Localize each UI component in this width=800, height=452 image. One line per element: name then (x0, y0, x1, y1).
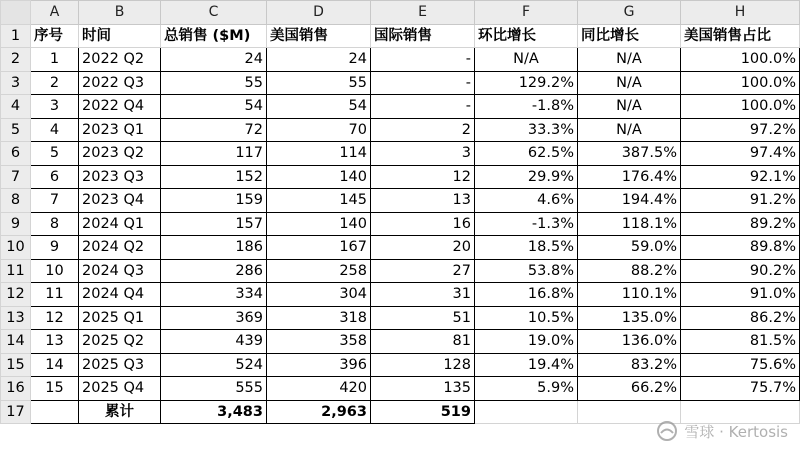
table-row (1, 306, 800, 330)
cell-us-share[interactable]: 90.2% (681, 259, 800, 283)
cell-total-sales[interactable]: 369 (161, 306, 267, 330)
total-cell-label[interactable]: 累计 (79, 400, 161, 424)
cell-qoq-growth[interactable]: 16.8% (475, 283, 578, 307)
cell-qoq-growth[interactable]: 33.3% (475, 118, 578, 142)
cell-index[interactable]: 12 (31, 306, 79, 330)
cell-period[interactable]: 2025 Q1 (79, 306, 161, 330)
column-header-d[interactable]: D (267, 1, 371, 25)
column-header-g[interactable]: G (578, 1, 681, 25)
cell-intl-sales[interactable]: - (371, 48, 475, 72)
cell-us-sales[interactable]: 24 (267, 48, 371, 72)
row-number[interactable]: 6 (1, 142, 31, 166)
cell-intl-sales[interactable]: 12 (371, 165, 475, 189)
header-cell-qoq-growth[interactable]: 环比增长 (475, 24, 578, 48)
cell-period[interactable]: 2022 Q3 (79, 71, 161, 95)
table-row (1, 189, 800, 213)
column-header-c[interactable]: C (161, 1, 267, 25)
cell-us-share[interactable]: 100.0% (681, 95, 800, 119)
cell-us-share[interactable]: 100.0% (681, 48, 800, 72)
cell-index[interactable]: 5 (31, 142, 79, 166)
column-header-h[interactable]: H (681, 1, 800, 25)
cell-index[interactable]: 3 (31, 95, 79, 119)
header-cell-us-share[interactable]: 美国销售占比 (681, 24, 800, 48)
cell-period[interactable]: 2024 Q3 (79, 259, 161, 283)
row-number[interactable]: 7 (1, 165, 31, 189)
cell-yoy-growth[interactable]: 194.4% (578, 189, 681, 213)
row-number[interactable]: 3 (1, 71, 31, 95)
row-number[interactable]: 8 (1, 189, 31, 213)
cell-us-share[interactable]: 75.7% (681, 377, 800, 401)
column-header-f[interactable]: F (475, 1, 578, 25)
cell-us-sales[interactable]: 140 (267, 212, 371, 236)
cell-total-sales[interactable]: 157 (161, 212, 267, 236)
header-cell-yoy-growth[interactable]: 同比增长 (578, 24, 681, 48)
cell-total-sales[interactable]: 439 (161, 330, 267, 354)
table-row (1, 165, 800, 189)
row-number[interactable]: 1 (1, 24, 31, 48)
cell-period[interactable]: 2023 Q4 (79, 189, 161, 213)
total-cell-intl-sales[interactable]: 519 (371, 400, 475, 424)
row-number[interactable]: 15 (1, 353, 31, 377)
cell-us-sales[interactable]: 420 (267, 377, 371, 401)
table-row (1, 118, 800, 142)
cell-qoq-growth[interactable]: 29.9% (475, 165, 578, 189)
cell-index[interactable]: 2 (31, 71, 79, 95)
cell-yoy-growth[interactable]: N/A (578, 118, 681, 142)
total-cell-us-sales[interactable]: 2,963 (267, 400, 371, 424)
header-cell-period[interactable]: 时间 (79, 24, 161, 48)
cell-us-share[interactable]: 86.2% (681, 306, 800, 330)
table-row (1, 330, 800, 354)
cell-us-share[interactable]: 97.4% (681, 142, 800, 166)
cell-qoq-growth[interactable]: 129.2% (475, 71, 578, 95)
row-number[interactable]: 10 (1, 236, 31, 260)
cell-us-share[interactable]: 75.6% (681, 353, 800, 377)
cell-index[interactable]: 13 (31, 330, 79, 354)
cell-period[interactable]: 2022 Q2 (79, 48, 161, 72)
table-row (1, 142, 800, 166)
cell-us-share[interactable]: 97.2% (681, 118, 800, 142)
cell-yoy-growth[interactable]: 83.2% (578, 353, 681, 377)
header-cell-us-sales[interactable]: 美国销售 (267, 24, 371, 48)
cell-index[interactable]: 1 (31, 48, 79, 72)
cell-period[interactable]: 2023 Q3 (79, 165, 161, 189)
cell-qoq-growth[interactable]: 18.5% (475, 236, 578, 260)
cell-qoq-growth[interactable]: 10.5% (475, 306, 578, 330)
cell-qoq-growth[interactable]: N/A (475, 48, 578, 72)
cell-period[interactable]: 2023 Q1 (79, 118, 161, 142)
cell-yoy-growth[interactable]: 136.0% (578, 330, 681, 354)
cell-intl-sales[interactable]: 16 (371, 212, 475, 236)
cell-us-sales[interactable]: 145 (267, 189, 371, 213)
cell-intl-sales[interactable]: - (371, 95, 475, 119)
cell-period[interactable]: 2025 Q4 (79, 377, 161, 401)
row-number[interactable]: 4 (1, 95, 31, 119)
cell-intl-sales[interactable]: 81 (371, 330, 475, 354)
cell-us-sales[interactable]: 318 (267, 306, 371, 330)
cell-us-share[interactable]: 100.0% (681, 71, 800, 95)
cell-period[interactable]: 2024 Q2 (79, 236, 161, 260)
row-number[interactable]: 13 (1, 306, 31, 330)
column-header-b[interactable]: B (79, 1, 161, 25)
total-cell-total-sales[interactable]: 3,483 (161, 400, 267, 424)
header-cell-index[interactable]: 序号 (31, 24, 79, 48)
cell-intl-sales[interactable]: 27 (371, 259, 475, 283)
cell-us-sales[interactable]: 114 (267, 142, 371, 166)
cell-yoy-growth[interactable]: 88.2% (578, 259, 681, 283)
total-cell-empty[interactable] (475, 400, 578, 424)
cell-yoy-growth[interactable]: 176.4% (578, 165, 681, 189)
cell-intl-sales[interactable]: 128 (371, 353, 475, 377)
cell-total-sales[interactable]: 72 (161, 118, 267, 142)
cell-intl-sales[interactable]: 51 (371, 306, 475, 330)
cell-total-sales[interactable]: 555 (161, 377, 267, 401)
cell-us-sales[interactable]: 140 (267, 165, 371, 189)
cell-us-share[interactable]: 91.2% (681, 189, 800, 213)
cell-us-sales[interactable]: 396 (267, 353, 371, 377)
table-row (1, 236, 800, 260)
cell-intl-sales[interactable]: 20 (371, 236, 475, 260)
table-header-row (1, 24, 800, 48)
cell-yoy-growth[interactable]: 59.0% (578, 236, 681, 260)
table-row (1, 353, 800, 377)
cell-us-share[interactable]: 89.8% (681, 236, 800, 260)
cell-period[interactable]: 2025 Q3 (79, 353, 161, 377)
cell-yoy-growth[interactable]: N/A (578, 71, 681, 95)
cell-index[interactable]: 6 (31, 165, 79, 189)
row-number[interactable]: 14 (1, 330, 31, 354)
cell-index[interactable]: 7 (31, 189, 79, 213)
cell-us-share[interactable]: 92.1% (681, 165, 800, 189)
cell-yoy-growth[interactable]: N/A (578, 95, 681, 119)
cell-total-sales[interactable]: 524 (161, 353, 267, 377)
cell-index[interactable]: 10 (31, 259, 79, 283)
cell-intl-sales[interactable]: 135 (371, 377, 475, 401)
cell-qoq-growth[interactable]: 19.0% (475, 330, 578, 354)
total-cell-empty[interactable] (578, 400, 681, 424)
table-row (1, 259, 800, 283)
cell-period[interactable]: 2023 Q2 (79, 142, 161, 166)
cell-us-share[interactable]: 91.0% (681, 283, 800, 307)
cell-total-sales[interactable]: 334 (161, 283, 267, 307)
cell-intl-sales[interactable]: 13 (371, 189, 475, 213)
total-cell-empty[interactable] (31, 400, 79, 424)
cell-us-sales[interactable]: 358 (267, 330, 371, 354)
table-row (1, 377, 800, 401)
cell-us-sales[interactable]: 167 (267, 236, 371, 260)
table-row (1, 95, 800, 119)
cell-total-sales[interactable]: 152 (161, 165, 267, 189)
column-header-row (1, 1, 800, 25)
cell-yoy-growth[interactable]: 110.1% (578, 283, 681, 307)
cell-total-sales[interactable]: 55 (161, 71, 267, 95)
row-number[interactable]: 11 (1, 259, 31, 283)
cell-qoq-growth[interactable]: 4.6% (475, 189, 578, 213)
cell-intl-sales[interactable]: 3 (371, 142, 475, 166)
cell-period[interactable]: 2024 Q4 (79, 283, 161, 307)
cell-total-sales[interactable]: 186 (161, 236, 267, 260)
cell-total-sales[interactable]: 159 (161, 189, 267, 213)
cell-us-sales[interactable]: 258 (267, 259, 371, 283)
row-number[interactable]: 12 (1, 283, 31, 307)
select-all-corner[interactable] (1, 1, 31, 25)
cell-qoq-growth[interactable]: -1.3% (475, 212, 578, 236)
cell-yoy-growth[interactable]: 387.5% (578, 142, 681, 166)
row-number[interactable]: 9 (1, 212, 31, 236)
cell-index[interactable]: 8 (31, 212, 79, 236)
cell-qoq-growth[interactable]: 53.8% (475, 259, 578, 283)
total-row (1, 400, 800, 424)
cell-period[interactable]: 2022 Q4 (79, 95, 161, 119)
cell-index[interactable]: 15 (31, 377, 79, 401)
cell-index[interactable]: 4 (31, 118, 79, 142)
total-cell-empty[interactable] (681, 400, 800, 424)
cell-index[interactable]: 11 (31, 283, 79, 307)
row-number[interactable]: 5 (1, 118, 31, 142)
cell-intl-sales[interactable]: 2 (371, 118, 475, 142)
row-number[interactable]: 2 (1, 48, 31, 72)
watermark-text: 雪球 · Kertosis (684, 422, 788, 441)
cell-yoy-growth[interactable]: 118.1% (578, 212, 681, 236)
cell-us-share[interactable]: 81.5% (681, 330, 800, 354)
cell-total-sales[interactable]: 117 (161, 142, 267, 166)
cell-qoq-growth[interactable]: -1.8% (475, 95, 578, 119)
cell-yoy-growth[interactable]: 135.0% (578, 306, 681, 330)
cell-total-sales[interactable]: 286 (161, 259, 267, 283)
row-number[interactable]: 17 (1, 400, 31, 424)
header-cell-total-sales[interactable]: 总销售 ($M) (161, 24, 267, 48)
column-header-a[interactable]: A (31, 1, 79, 25)
cell-index[interactable]: 9 (31, 236, 79, 260)
cell-qoq-growth[interactable]: 62.5% (475, 142, 578, 166)
cell-us-sales[interactable]: 304 (267, 283, 371, 307)
cell-us-sales[interactable]: 70 (267, 118, 371, 142)
cell-qoq-growth[interactable]: 5.9% (475, 377, 578, 401)
table-row (1, 71, 800, 95)
cell-us-share[interactable]: 89.2% (681, 212, 800, 236)
cell-yoy-growth[interactable]: N/A (578, 48, 681, 72)
header-cell-intl-sales[interactable]: 国际销售 (371, 24, 475, 48)
cell-intl-sales[interactable]: - (371, 71, 475, 95)
cell-us-sales[interactable]: 55 (267, 71, 371, 95)
row-number[interactable]: 16 (1, 377, 31, 401)
cell-qoq-growth[interactable]: 19.4% (475, 353, 578, 377)
table-row (1, 283, 800, 307)
cell-us-sales[interactable]: 54 (267, 95, 371, 119)
cell-period[interactable]: 2024 Q1 (79, 212, 161, 236)
cell-period[interactable]: 2025 Q2 (79, 330, 161, 354)
table-row (1, 212, 800, 236)
column-header-e[interactable]: E (371, 1, 475, 25)
cell-intl-sales[interactable]: 31 (371, 283, 475, 307)
cell-yoy-growth[interactable]: 66.2% (578, 377, 681, 401)
cell-total-sales[interactable]: 24 (161, 48, 267, 72)
table-row (1, 48, 800, 72)
cell-index[interactable]: 14 (31, 353, 79, 377)
cell-total-sales[interactable]: 54 (161, 95, 267, 119)
